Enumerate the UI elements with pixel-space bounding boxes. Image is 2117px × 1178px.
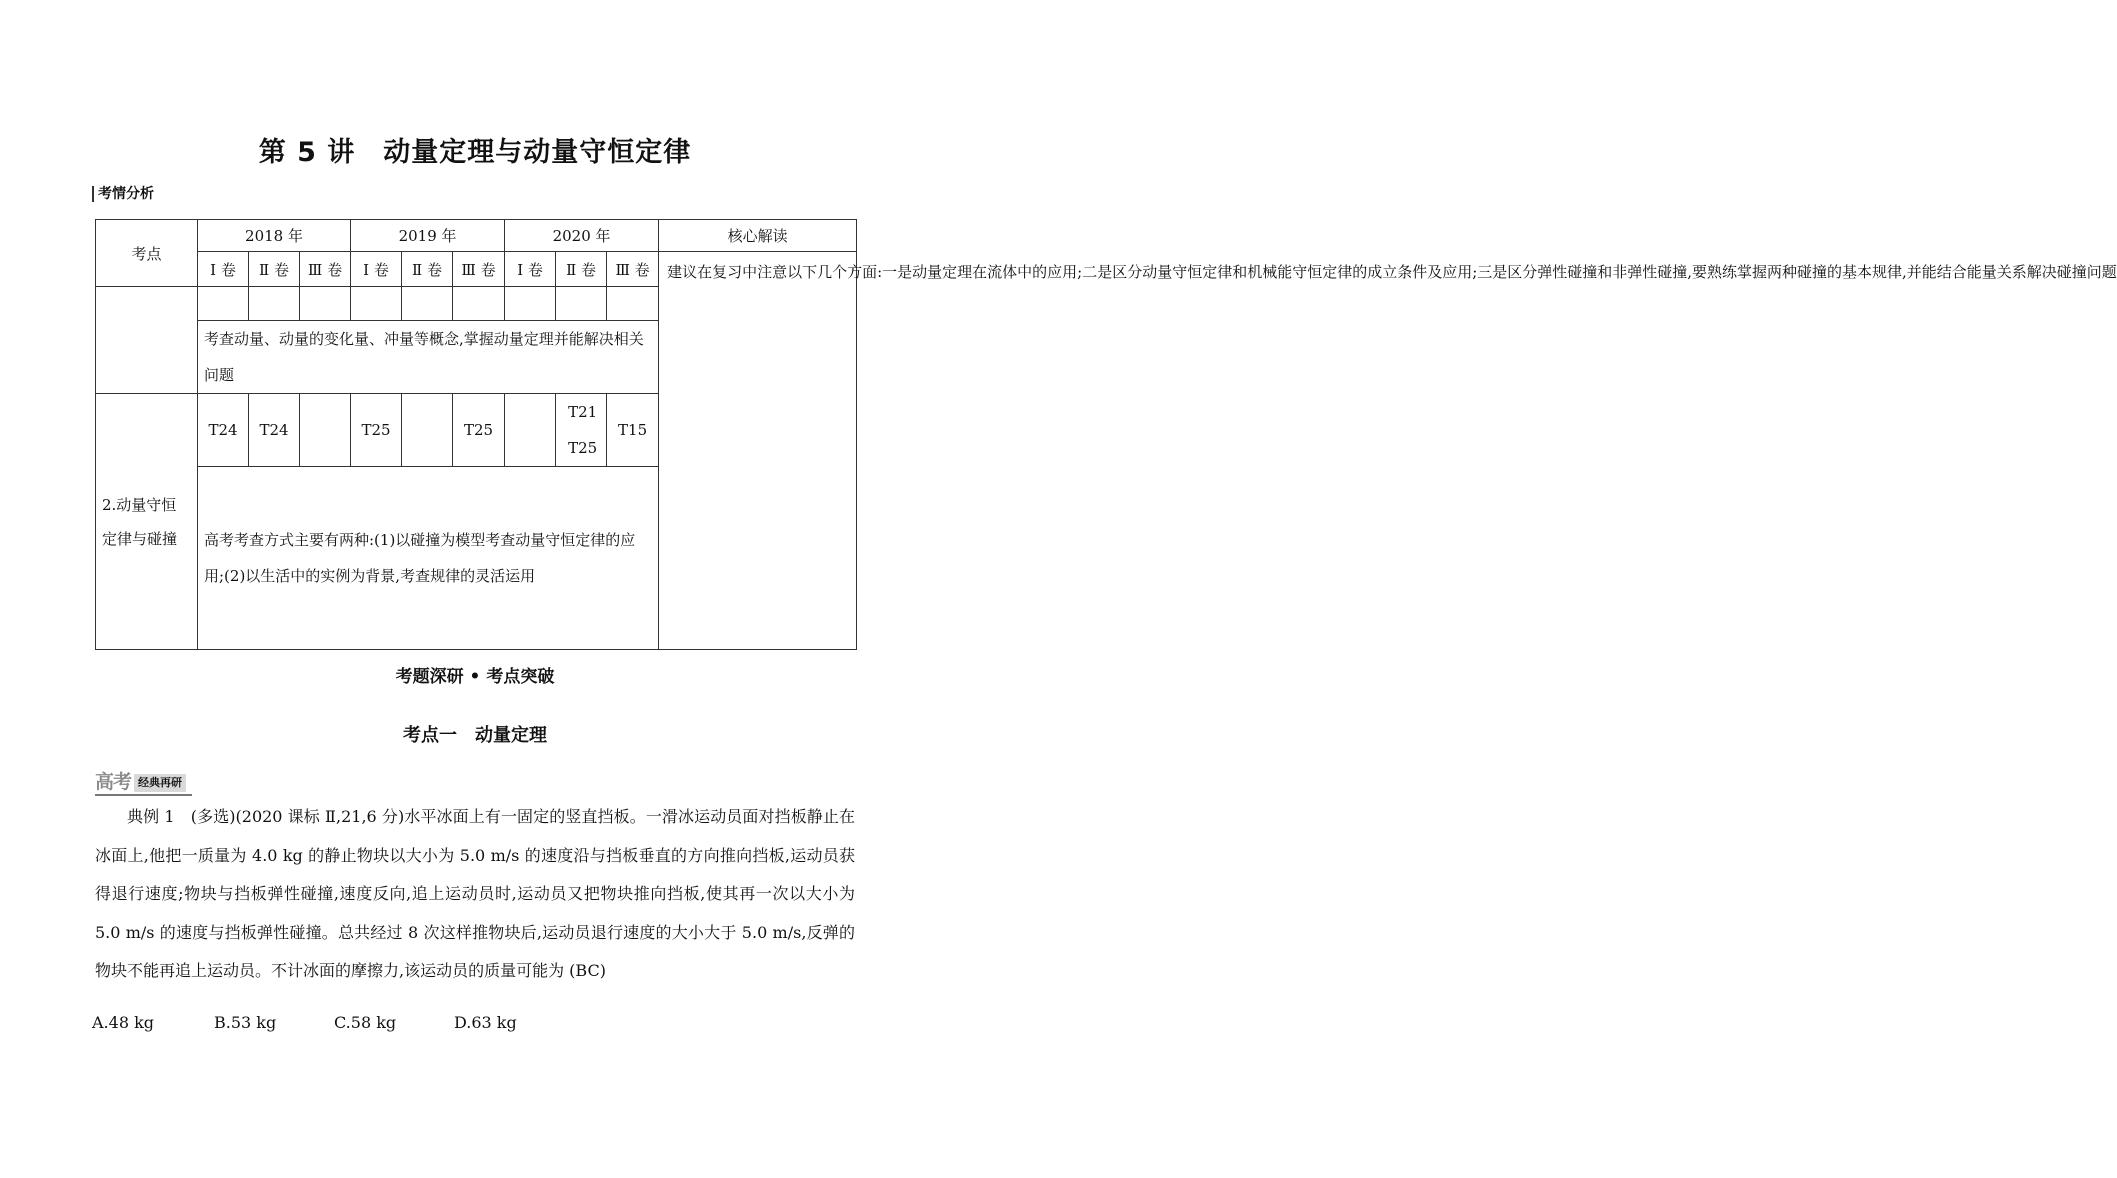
badge-small-text: 经典再研 (134, 774, 186, 792)
header-volume: Ⅰ 卷 (351, 252, 402, 287)
header-volume: Ⅰ 卷 (198, 252, 249, 287)
header-volume: Ⅱ 卷 (556, 252, 607, 287)
header-year-2020: 2020 年 (505, 220, 659, 252)
table-cell (556, 287, 607, 321)
lecture-title: 第 5 讲 动量定理与动量守恒定律 (258, 137, 692, 168)
header-year-2018: 2018 年 (198, 220, 351, 252)
header-volume: Ⅲ 卷 (300, 252, 351, 287)
table-cell (198, 287, 249, 321)
table-cell: T24 (198, 394, 249, 467)
header-kaodian: 考点 (96, 220, 198, 287)
gaokao-badge (95, 766, 192, 796)
table-cell (402, 287, 453, 321)
section-heading: 考题深研 • 考点突破 (395, 667, 555, 687)
table-cell: T21 T25 (556, 394, 607, 467)
answer-options (92, 1013, 517, 1032)
option-c: C.58 kg (334, 1013, 397, 1032)
table-cell (300, 287, 351, 321)
row2-kaodian: 2.动量守恒定律与碰撞 (96, 394, 198, 650)
table-cell: T25 (351, 394, 402, 467)
table-cell (453, 287, 505, 321)
option-a: A.48 kg (92, 1013, 155, 1032)
header-core: 核心解读 (659, 220, 857, 252)
core-interpretation: 建议在复习中注意以下几个方面:一是动量定理在流体中的应用;二是区分动量守恒定律和机械能守恒定律的成立条件及应用;三是区分弹性碰撞和非弹性碰撞,要熟练掌握两种碰撞的基本规律,并能结合能量关系解决碰撞问题 (659, 252, 857, 650)
table-cell (607, 287, 659, 321)
example-problem-text: 典例 1 (多选)(2020 课标 Ⅱ,21,6 分)水平冰面上有一固定的竖直挡板。一滑冰运动员面对挡板静止在冰面上,他把一质量为 4.0 kg 的静止物块以大小为 5.0 m/s 的速度沿与挡板垂直的方向推向挡板,运动员获得退行速度;物块与挡板弹性碰撞,速度反向,追上运动员时,运动员又把物块推向挡板,使其再一次以大小为 5.0 m/s 的速度与挡板弹性碰撞。总共经过 8 次这样推物块后,运动员退行速度的大小大于 5.0 m/s,反弹的物块不能再追上运动员。不计冰面的摩擦力,该运动员的质量可能为 (BC) (95, 807, 855, 980)
option-d: D.63 kg (454, 1013, 517, 1032)
table-cell (249, 287, 300, 321)
header-volume: Ⅱ 卷 (402, 252, 453, 287)
table-cell (505, 394, 556, 467)
table-cell (351, 287, 402, 321)
table-cell (402, 394, 453, 467)
table-cell: T24 (249, 394, 300, 467)
table-cell (300, 394, 351, 467)
option-b: B.53 kg (214, 1013, 277, 1032)
header-volume: Ⅱ 卷 (249, 252, 300, 287)
table-cell (505, 287, 556, 321)
header-volume: Ⅰ 卷 (505, 252, 556, 287)
row2-description: 高考考查方式主要有两种:(1)以碰撞为模型考查动量守恒定律的应用;(2)以生活中的实例为背景,考查规律的灵活运用 (198, 467, 659, 650)
header-volume: Ⅲ 卷 (607, 252, 659, 287)
badge-big-text: 高考 (95, 771, 132, 793)
row1-description: 考查动量、动量的变化量、冲量等概念,掌握动量定理并能解决相关问题 (198, 321, 659, 394)
header-volume: Ⅲ 卷 (453, 252, 505, 287)
topic-heading: 考点一 动量定理 (403, 725, 547, 746)
table-cell: T15 (607, 394, 659, 467)
header-year-2019: 2019 年 (351, 220, 505, 252)
row1-kaodian (96, 287, 198, 394)
exam-analysis-table (95, 219, 2117, 650)
table-cell: T25 (453, 394, 505, 467)
section-tag: 考情分析 (92, 186, 154, 202)
